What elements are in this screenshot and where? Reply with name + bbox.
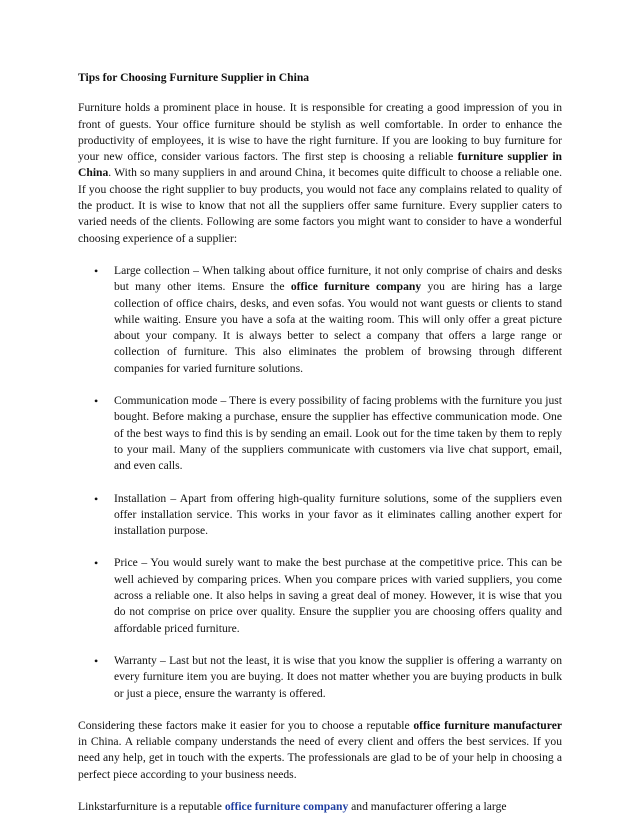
list-item (78, 555, 562, 636)
conclusion-paragraph (78, 718, 562, 783)
list-item-text: Installation – Apart from offering high-quality furniture solutions, some of the suppliers even offer installation service. This works in your favor as it eliminates calling another expert for installation purpose. (114, 491, 562, 538)
list-item (78, 653, 562, 702)
footer-text-2: and manufacturer offering a large (348, 799, 507, 813)
bullet-icon: • (94, 653, 99, 668)
list-item (78, 263, 562, 377)
conclusion-bold-keyword: office furniture manufacturer (413, 718, 562, 732)
list-item-bold-keyword: office furniture company (290, 280, 422, 294)
intro-paragraph (78, 100, 562, 247)
list-item-text: Communication mode – There is every possibility of facing problems with the furniture you just bought. Before making a purchase, ensure the supplier has effective communication mode. One of the best ways to find this is by sending an email. Look out for the time taken by them to reply to your mail. Many of the suppliers communicate with customers via live chat support, email, and even calls. (114, 394, 562, 473)
bullet-icon: • (94, 556, 99, 571)
factors-list (78, 263, 562, 702)
list-item (78, 491, 562, 540)
bullet-icon: • (94, 394, 99, 409)
bullet-icon: • (94, 491, 99, 506)
list-item-text: Warranty – Last but not the least, it is wise that you know the supplier is offering a warranty on every furniture item you are buying. It does not matter whether you are buying products in bulk or just a piece, ensure the warranty is offered. (114, 653, 562, 700)
conclusion-text-2: in China. A reliable company understands the need of every client and offers the best services. If you need any help, get in touch with the experts. The professionals are glad to be of your help in choosing a perfect piece according to your business needs. (78, 735, 562, 781)
footer-paragraph (78, 799, 562, 815)
footer-text-1: Linkstarfurniture is a reputable (78, 799, 225, 813)
document-title: Tips for Choosing Furniture Supplier in China (78, 71, 310, 84)
list-item-text: you are hiring has a large collection of office chairs, desks, and even sofas. You would not want guests or clients to stand while waiting. Ensure you have a sofa at the waiting room. This will only offer a great picture about your company. It is always better to select a company that offers a large range or collection of furniture. This also eliminates the problem of browsing through different companies for varied furniture solutions. (114, 280, 562, 375)
intro-text-1: Furniture holds a prominent place in house. It is responsible for creating a good impression of you in front of guests. Your office furniture should be stylish as well comfortable. In order to enhance the productivity of employees, it is wise to have the right furniture. If you are looking to buy furniture for your new office, consider various factors. The first step is choosing a reliable (78, 101, 562, 164)
list-item (78, 393, 562, 474)
office-furniture-company-link[interactable]: office furniture company (224, 799, 349, 813)
list-item-text: Large collection – When talking about office furniture, it not only comprise of chairs and desks but many other items. Ensure the (114, 263, 562, 294)
intro-text-2: . With so many suppliers in and around China, it becomes quite difficult to choose a reliable one. If you choose the right supplier to buy products, you would not face any complains related to quality of the product. It is wise to know that not all the suppliers offer same furniture. Every supplier caters to varied needs of the clients. Following are some factors you might want to consider to have a wonderful choosing experience of a supplier: (78, 166, 562, 245)
intro-bold-keyword: furniture supplier in China (78, 150, 562, 180)
document-page (78, 70, 562, 831)
list-item-text: Price – You would surely want to make the best purchase at the competitive price. This can be well achieved by comparing prices. When you compare prices with varied suppliers, you come across a reliable one. It also helps in saving a great deal of money. However, it is wise that you do not comprise on price over quality. Ensure the supplier you are choosing offers quality and affordable priced furniture. (114, 556, 562, 635)
bullet-icon: • (94, 263, 99, 278)
conclusion-text-1: Considering these factors make it easier for you to choose a reputable (78, 718, 414, 732)
